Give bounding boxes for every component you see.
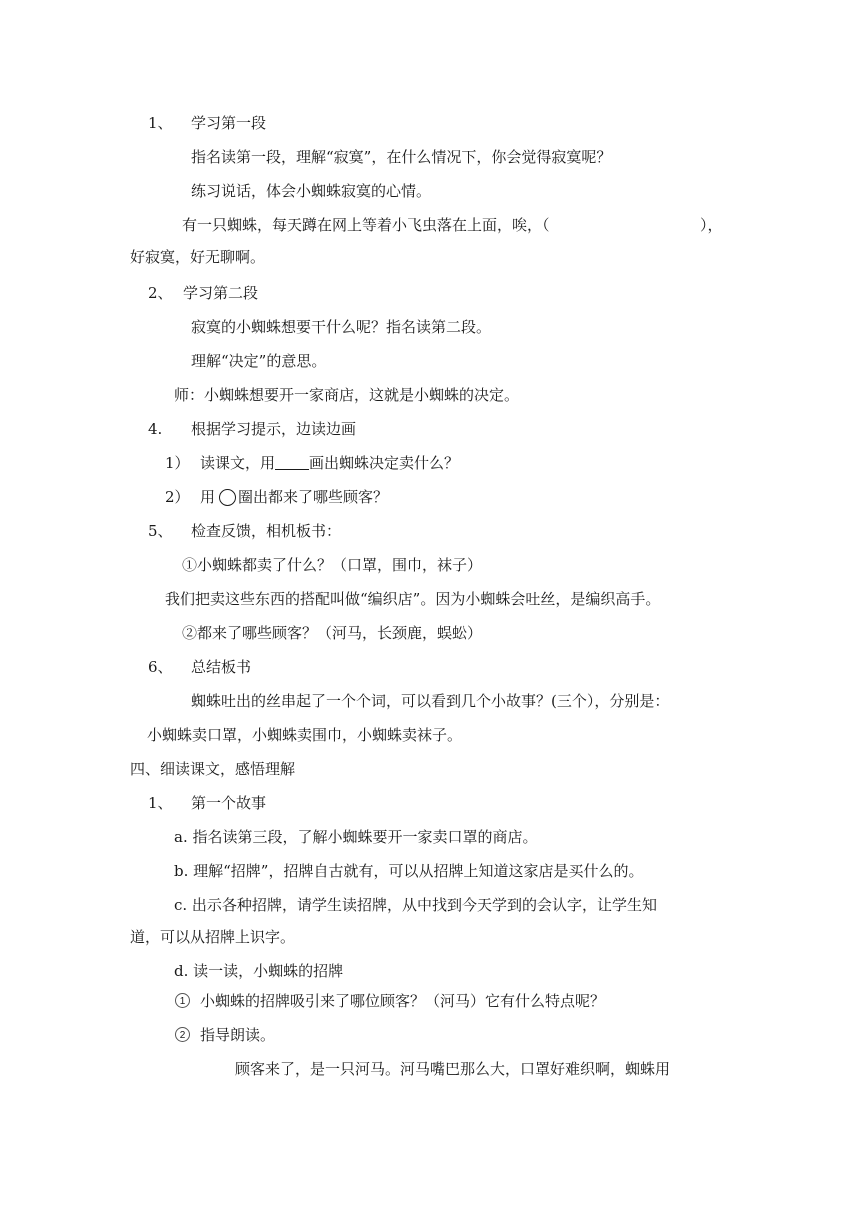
section-heading: 学习第一段 [191,114,267,132]
section-heading: 根据学习提示，边读边画 [191,420,357,438]
paragraph-line: 练习说话，体会小蜘蛛寂寞的心情。 [191,182,432,200]
list-number: 2） [165,488,190,506]
paragraph-line: b. 理解“招牌”，招牌自古就有，可以从招牌上知道这家店是买什么的。 [174,862,644,880]
paragraph-line: 寂寞的小蜘蛛想要干什么呢？指名读第二段。 [191,318,492,336]
paragraph-line: 蜘蛛吐出的丝串起了一个个词，可以看到几个小故事？(三个），分别是： [191,692,670,710]
circled-number: 2 [175,1027,190,1042]
underline-mark [275,454,309,470]
list-item-text: 读课文，用 [200,454,276,472]
paragraph-line: 道，可以从招牌上识字。 [130,928,296,946]
paragraph-line: 理解“决定”的意思。 [191,352,327,370]
list-item-text: 用 [200,488,216,506]
paragraph-line: 师：小蜘蛛想要开一家商店，这就是小蜘蛛的决定。 [174,386,520,404]
circled-number: 1 [175,993,190,1008]
paragraph-line: 有一只蜘蛛，每天蹲在网上等着小飞虫落在上面，唉，（ [182,216,550,234]
section-number: 5、 [148,522,173,540]
paragraph-line: 指导朗读。 [200,1026,276,1044]
paragraph-line: ）， [700,216,723,234]
section-number: 1、 [148,794,173,812]
section-heading: 第一个故事 [191,794,267,812]
section-heading: 检查反馈，相机板书： [191,522,342,540]
part-heading: 四、细读课文，感悟理解 [130,760,296,778]
list-item-text: 画出蜘蛛决定卖什么？ [309,454,460,472]
paragraph-line: ①小蜘蛛都卖了什么？（口罩，围巾，袜子） [182,556,483,574]
section-number: 6、 [148,658,173,676]
section-number: 2、 [148,284,173,302]
paragraph-line: c. 出示各种招牌，请学生读招牌，从中找到今天学到的会认字，让学生知 [174,896,657,914]
paragraph-line: d. 读一读，小蜘蛛的招牌 [174,962,344,980]
paragraph-line: 小蜘蛛的招牌吸引来了哪位顾客？（河马）它有什么特点呢？ [200,992,606,1010]
paragraph-line: 小蜘蛛卖口罩，小蜘蛛卖围巾，小蜘蛛卖袜子。 [147,726,463,744]
list-number: 1） [165,454,190,472]
paragraph-line: a. 指名读第三段，了解小蜘蛛要开一家卖口罩的商店。 [174,828,538,846]
paragraph-line: 好寂寞，好无聊啊。 [130,248,266,266]
paragraph-line: 我们把卖这些东西的搭配叫做“编织店”。因为小蜘蛛会吐丝，是编织高手。 [165,590,661,608]
paragraph-line: 指名读第一段，理解“寂寞”，在什么情况下，你会觉得寂寞呢？ [191,148,612,166]
list-item-text: 圈出都来了哪些顾客？ [238,488,389,506]
section-heading: 总结板书 [191,658,252,676]
section-number: 4. [148,420,163,438]
paragraph-line: ②都来了哪些顾客？（河马，长颈鹿，蜈蚣） [182,624,483,642]
section-heading: 学习第二段 [183,284,259,302]
section-number: 1、 [148,114,173,132]
circle-icon [219,489,236,506]
paragraph-line: 顾客来了，是一只河马。河马嘴巴那么大，口罩好难织啊，蜘蛛用 [235,1060,671,1078]
list-item [200,487,388,507]
list-item [200,453,459,473]
